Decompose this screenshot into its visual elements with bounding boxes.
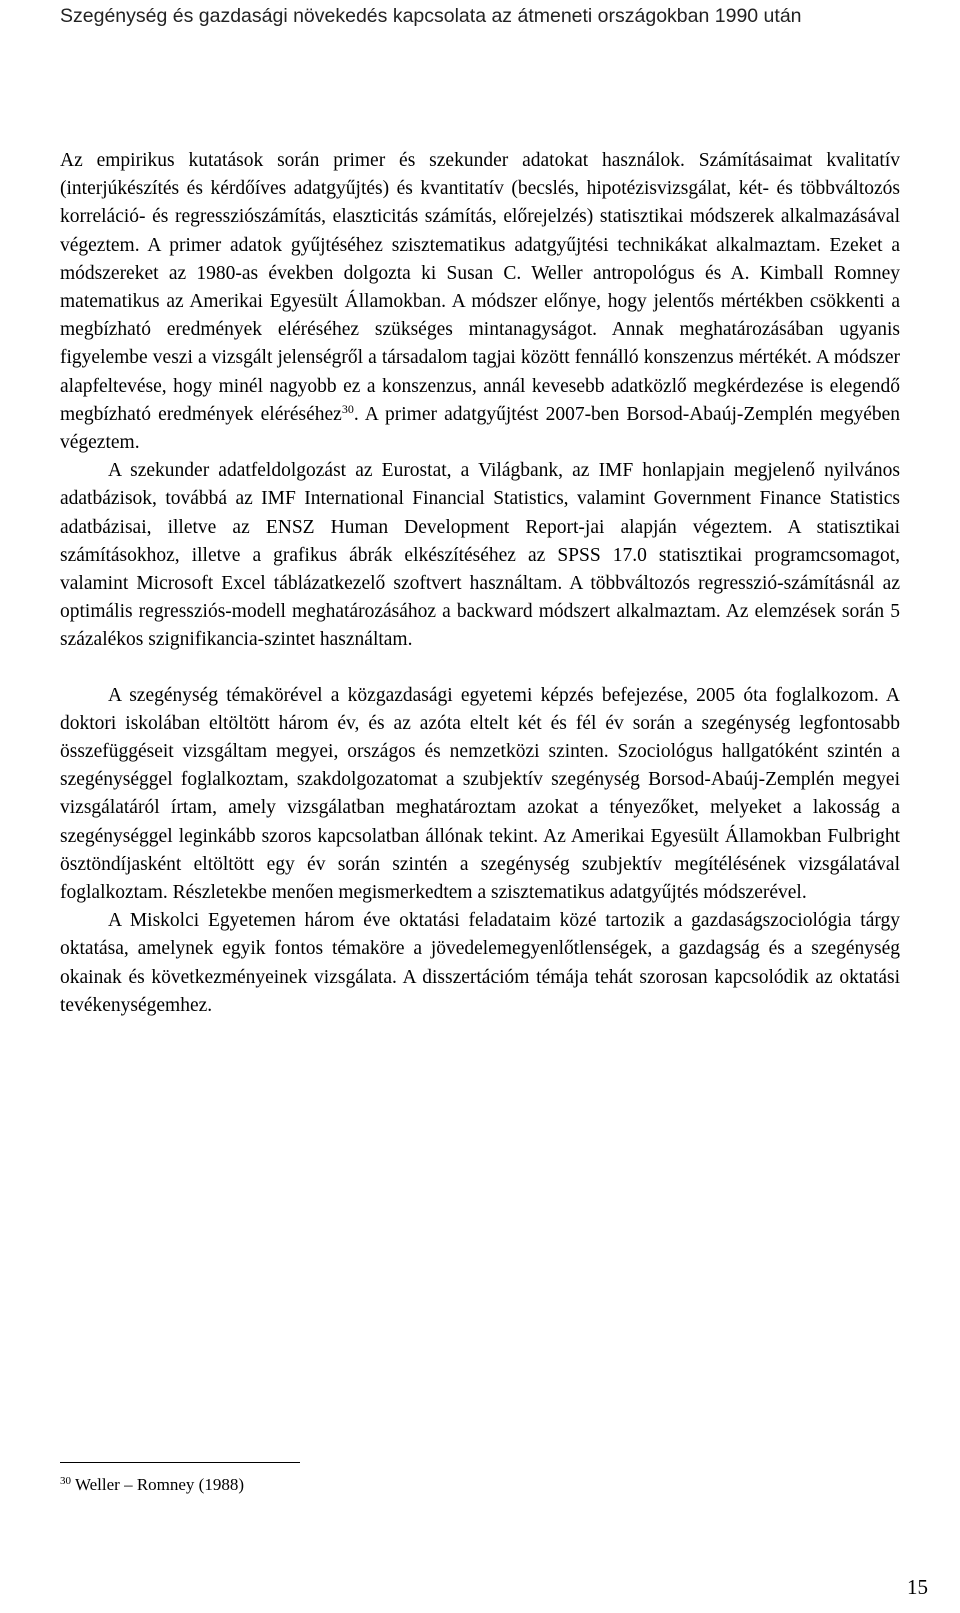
paragraph-teaching: A Miskolci Egyetemen három éve oktatási feladataim közé tartozik a gazdaságszociológia tárgy oktatása, amelynek egyik fontos témaköre a jövedelemegyenlőtlenségek, a gazdagság és a szegénység okainak és következményeinek vizsgálata. A disszertációm témája tehát szorosan kapcsolódik az oktatási tevékenységemhez. xyxy=(60,910,900,1016)
body-text xyxy=(60,147,900,1020)
footnote-number: 30 xyxy=(60,1475,71,1487)
paragraph-secondary-data: A szekunder adatfeldolgozást az Eurostat, a Világbank, az IMF honlapjain megjelenő nyilvános adatbázisok, továbbá az IMF International Financial Statistics, valamint Government Finance Statistics adatbázisai, illetve az ENSZ Human Development Report-jai alapján végeztem. A statisztikai számításokhoz, illetve a grafikus ábrák elkészítéséhez az SPSS 17.0 statisztikai programcsomagot, valamint Microsoft Excel táblázatkezelő szoftvert használtam. A többváltozós regresszió-számításnál az optimális regressziós-modell meghatározásához a backward módszert alkalmaztam. Az elemzések során 5 százalékos szignifikancia-szintet használtam. xyxy=(60,460,900,651)
running-header: Szegénység és gazdasági növekedés kapcsolata az átmeneti országokban 1990 után xyxy=(60,5,802,27)
footnote-reference[interactable]: 30 xyxy=(341,401,354,416)
page-number: 15 xyxy=(907,1575,928,1599)
footnote-separator xyxy=(60,1462,300,1463)
paragraph-methods xyxy=(60,147,900,457)
paragraph-research-background: A szegénység témakörével a közgazdasági egyetemi képzés befejezése, 2005 óta foglalkozom. A doktori iskolában eltöltött három év, és az azóta eltelt két és fél év során a szegénység legfontosabb összefüggéseit vizsgáltam megyei, országos és nemzetközi szinten. Szociológus hallgatóként szintén a szegénységgel foglalkoztam, szakdolgozatomat a szubjektív szegénység Borsod-Abaúj-Zemplén megyei vizsgálatáról írtam, amely vizsgálatban meghatároztam azokat a tényezőket, melyeket a lakosság a szegénységgel leginkább szoros kapcsolatban állónak tekint. Az Amerikai Egyesült Államokban Fulbright ösztöndíjasként eltöltött egy év során szintén a szegénység szubjektív megítélésének vizsgálatával foglalkoztam. Részletekbe menően megismerkedtem a szisztematikus adatgyűjtés módszerével. xyxy=(60,684,900,904)
footnote-text: Weller – Romney (1988) xyxy=(71,1475,245,1494)
footnote xyxy=(60,1474,900,1496)
paragraph-methods-text: Az empirikus kutatások során primer és szekunder adatokat használok. Számításaimat kvalitatív (interjúkészítés és kérdőíves adatgyűjtés) és kvantitatív (becslés, hipotézisvizsgálat, két- és többváltozós korreláció- és regressziószámítás, elaszticitás számítás, előrejelzés) statisztikai módszerek alkalmazásával végeztem. A primer adatok gyűjtéséhez szisztematikus adatgyűjtési technikákat alkalmaztam. Ezeket a módszereket az 1980-as években dolgozta ki Susan C. Weller antropológus és A. Kimball Romney matematikus az Amerikai Egyesült Államokban. A módszer előnye, hogy jelentős mértékben csökkenti a megbízható eredmények eléréséhez szükséges mintanagyságot. Annak meghatározásában ugyanis figyelembe veszi a vizsgált jelenségről a társadalom tagjai között fennálló konszenzus mértékét. A módszer alapfeltevése, hogy minél nagyobb ez a konszenzus, annál kevesebb adatközlő megkérdezése is elegendő megbízható eredmények eléréséhez xyxy=(60,150,900,425)
paragraph-methods-tail: . A primer adatgyűjtést 2007-ben Borsod-Abaúj-Zemplén megyében végeztem. xyxy=(60,403,901,454)
